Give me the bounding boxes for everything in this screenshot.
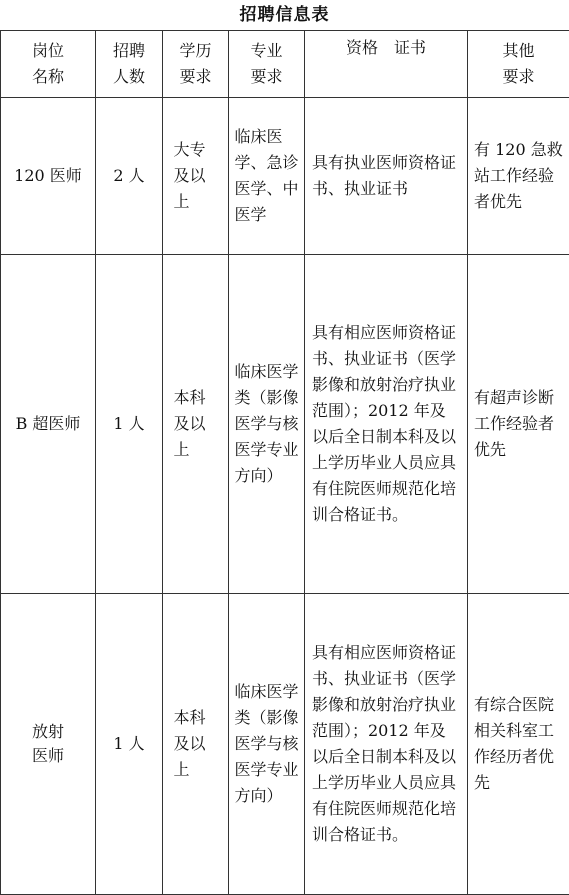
- cell-count: 1 人: [96, 255, 163, 594]
- cell-position: 放射医师: [1, 594, 96, 895]
- cell-major: 临床医学类（影像医学与核医学专业方向）: [229, 594, 305, 895]
- recruitment-table: [0, 30, 569, 895]
- table-row: [1, 594, 569, 895]
- header-other: 其他要求: [468, 31, 569, 98]
- header-count: 招聘人数: [96, 31, 163, 98]
- cell-other: 有 120 急救站工作经验者优先: [468, 98, 569, 255]
- cell-education: 大专及以上: [163, 98, 229, 255]
- cell-position: B 超医师: [1, 255, 96, 594]
- cell-count: 2 人: [96, 98, 163, 255]
- cell-education: 本科及以上: [163, 594, 229, 895]
- header-row: [1, 31, 569, 98]
- cell-position: 120 医师: [1, 98, 96, 255]
- cell-certificate: 具有相应医师资格证书、执业证书（医学影像和放射治疗执业范围）；2012 年及以后全日制本科及以上学历毕业人员应具有住院医师规范化培训合格证书。: [305, 255, 468, 594]
- cell-education: 本科及以上: [163, 255, 229, 594]
- cell-major: 临床医学类（影像医学与核医学专业方向）: [229, 255, 305, 594]
- cell-count: 1 人: [96, 594, 163, 895]
- table-title: 招聘信息表: [0, 0, 569, 30]
- cell-other: 有超声诊断工作经验者优先: [468, 255, 569, 594]
- table-row: [1, 255, 569, 594]
- cell-certificate: 具有执业医师资格证书、执业证书: [305, 98, 468, 255]
- table-row: [1, 98, 569, 255]
- cell-other: 有综合医院相关科室工作经历者优先: [468, 594, 569, 895]
- cell-major: 临床医学、急诊医学、中医学: [229, 98, 305, 255]
- header-education: 学历要求: [163, 31, 229, 98]
- cell-certificate: 具有相应医师资格证书、执业证书（医学影像和放射治疗执业范围）；2012 年及以后全日制本科及以上学历毕业人员应具有住院医师规范化培训合格证书。: [305, 594, 468, 895]
- header-major: 专业要求: [229, 31, 305, 98]
- header-certificate: 资格 证书: [305, 31, 468, 98]
- header-position: 岗位名称: [1, 31, 96, 98]
